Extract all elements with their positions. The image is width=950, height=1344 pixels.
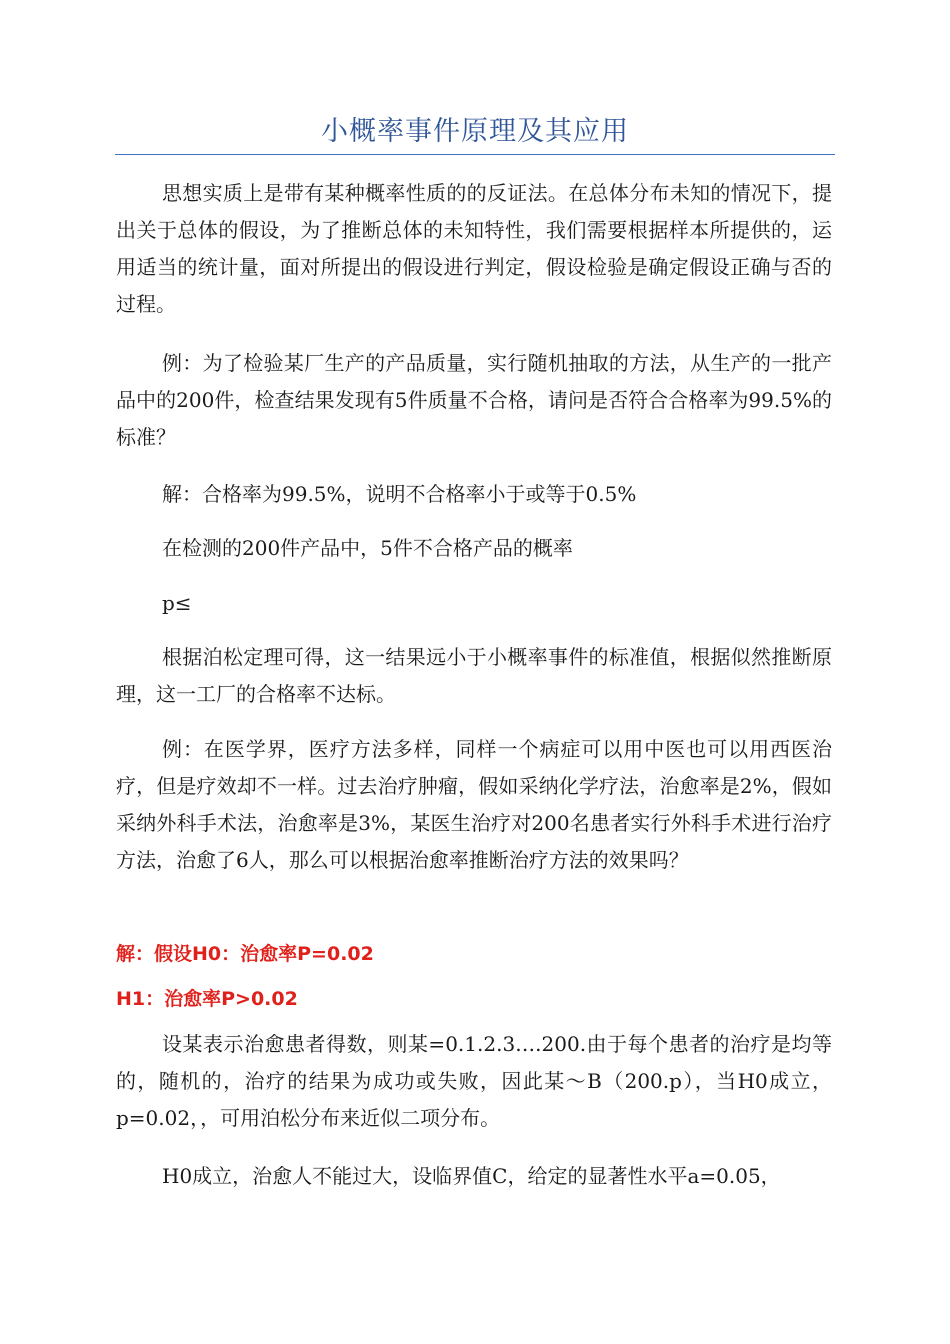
paragraph-intro: 思想实质上是带有某种概率性质的的反证法。在总体分布未知的情况下，提出关于总体的假设，为了推断总体的未知特性，我们需要根据样本所提供的，运用适当的统计量，面对所提出的假设进行判定，假设检验是确定假设正确与否的过程。 — [116, 181, 832, 316]
title-underline — [115, 154, 835, 155]
formula-p-leq: p≤ — [162, 591, 192, 615]
paragraph-conclusion-1: 根据泊松定理可得，这一结果远小于小概率事件的标准值，根据似然推断原理，这一工厂的合格率不达标。 — [116, 645, 832, 706]
paragraph-critical-value: H0成立，治愈人不能过大，设临界值C，给定的显著性水平a=0.05， — [162, 1164, 781, 1188]
paragraph-example-2: 例：在医学界，医疗方法多样，同样一个病症可以用中医也可以用西医治疗，但是疗效却不一样。过去治疗肿瘤，假如采纳化学疗法，治愈率是2%，假如采纳外科手术法，治愈率是3%，某医生治疗对200名患者实行外科手术进行治疗方法，治愈了6人，那么可以根据治愈率推断治疗方法的效果吗？ — [116, 737, 832, 872]
hypothesis-h0: 解：假设H0：治愈率P=0.02 — [116, 943, 374, 965]
paragraph-solution-1: 解：合格率为99.5%，说明不合格率小于或等于0.5% — [162, 482, 637, 506]
paragraph-distribution: 设某表示治愈患者得数，则某=0.1.2.3….200.由于每个患者的治疗是均等的，随机的，治疗的结果为成功或失败，因此某～B（200.p），当H0成立，p=0.02，，可用泊松分布来近似二项分布。 — [116, 1032, 832, 1130]
hypothesis-h1: H1：治愈率P>0.02 — [116, 988, 298, 1010]
paragraph-probability: 在检测的200件产品中，5件不合格产品的概率 — [162, 536, 573, 560]
paragraph-example-1: 例：为了检验某厂生产的产品质量，实行随机抽取的方法，从生产的一批产品中的200件，检查结果发现有5件质量不合格，请问是否符合合格率为99.5%的标准？ — [116, 351, 832, 449]
document-title: 小概率事件原理及其应用 — [321, 116, 629, 147]
